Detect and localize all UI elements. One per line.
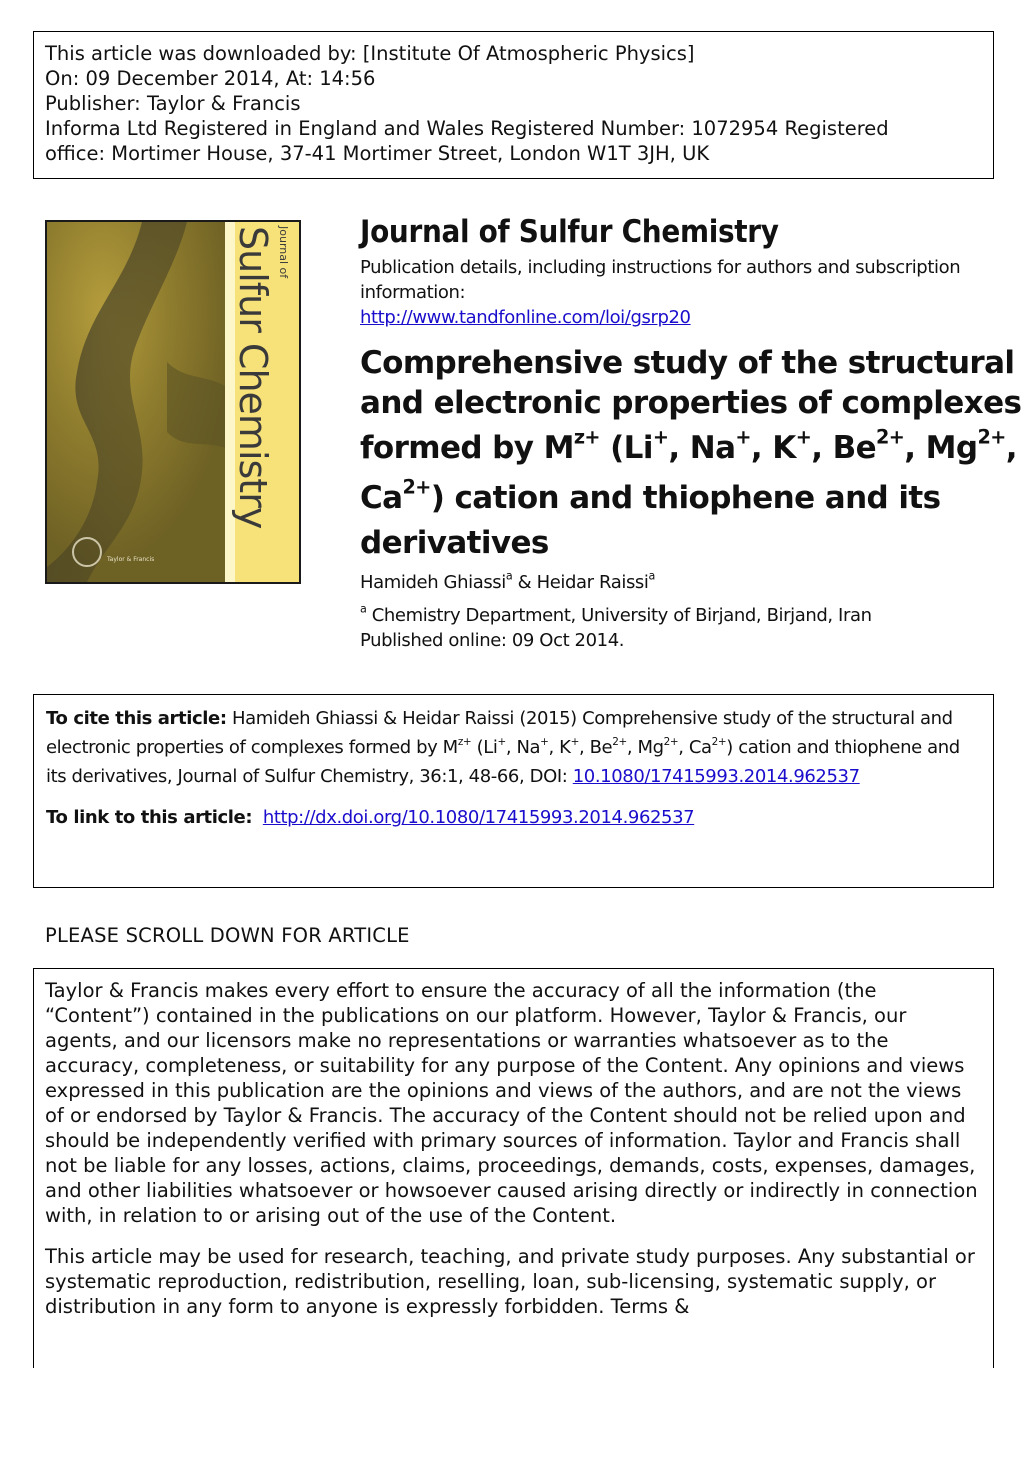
cite-ca: , Ca (678, 737, 712, 758)
title-sup-mg: 2+ (977, 425, 1006, 449)
cite-sup-be: 2+ (612, 736, 627, 749)
title-line-5: derivatives (360, 525, 549, 561)
affiliation-mark: a (360, 602, 367, 616)
download-notice-box (33, 31, 994, 179)
cite-sup-li: + (497, 736, 506, 749)
title-sup-k: + (795, 425, 812, 449)
cover-vertical-title (226, 226, 290, 576)
title-sup-z: z+ (573, 425, 600, 449)
journal-title: Journal of Sulfur Chemistry (360, 214, 779, 250)
published-online: Published online: 09 Oct 2014. (360, 630, 625, 651)
title-k: , K (750, 430, 796, 466)
disclaimer-paragraph-2: This article may be used for research, teaching, and private study purposes. Any substantial or systematic reproduction, redistribution, reselling, loan, sub-licensing, systematic supply, or distribution in any form to anyone is expressly forbidden. Terms & (45, 1245, 975, 1318)
author-2-affil-mark: a (648, 569, 655, 583)
title-li: (Li (599, 430, 653, 466)
cite-sup-ca: 2+ (711, 736, 727, 749)
title-ca: Ca (360, 480, 403, 516)
publication-details (360, 255, 980, 330)
cite-sup-na: + (540, 736, 549, 749)
journal-cover-image (45, 220, 301, 584)
download-line-4: Informa Ltd Registered in England and Wales Registered Number: 1072954 Registered (45, 117, 889, 140)
citation-box (33, 694, 994, 888)
cover-sulfur-chemistry: Sulfur Chemistry (231, 226, 275, 529)
download-line-5: office: Mortimer House, 37-41 Mortimer Street, London W1T 3JH, UK (45, 142, 710, 165)
title-mg: , Mg (904, 430, 978, 466)
cite-label: To cite this article: (46, 708, 227, 729)
download-line-3: Publisher: Taylor & Francis (45, 92, 301, 115)
cite-li: (Li (471, 737, 498, 758)
cite-sup-z: z+ (457, 736, 472, 749)
disclaimer-paragraph-1: Taylor & Francis makes every effort to ensure the accuracy of all the information (the “Content”) contained in the publications on our platform. However, Taylor & Francis, our agents, and our licensors make no representations or warranties whatsoever as to the accuracy, completeness, or suitability for any purpose of the Content. Any opinions and views expressed in this publication are the opinions and views of the authors, and are not the views of or endorsed by Taylor & Francis. The accuracy of the Content should not be relied upon and should be independently verified with primary sources of information. Taylor and Francis shall not be liable for any losses, actions, claims, proceedings, demands, costs, expenses, damages, and other liabilities whatsoever or howsoever caused arising directly or indirectly in connection with, in relation to or arising out of the use of the Content. (45, 979, 978, 1227)
author-2: & Heidar Raissi (512, 572, 649, 593)
cite-sup-k: + (570, 736, 579, 749)
title-sup-ca: 2+ (402, 475, 431, 499)
authors (360, 570, 655, 595)
publication-details-text: Publication details, including instructions for authors and subscription information: (360, 257, 961, 303)
cite-paragraph (46, 704, 981, 791)
doi-link[interactable]: 10.1080/17415993.2014.962537 (572, 766, 860, 787)
title-line-4 (360, 473, 1000, 523)
author-1-affil-mark: a (505, 569, 513, 583)
cite-k: , K (548, 737, 571, 758)
link-label: To link to this article: (46, 807, 253, 828)
title-line-2: and electronic properties of complexes (360, 385, 1022, 421)
title-na: , Na (668, 430, 736, 466)
affiliation-text: Chemistry Department, University of Birjand, Birjand, Iran (366, 605, 872, 626)
title-sup-na: + (735, 425, 751, 449)
cover-journal-of: Journal of (277, 226, 290, 279)
title-be: , Be (811, 430, 877, 466)
title-formed-by: formed by M (360, 430, 574, 466)
cite-sup-mg: 2+ (663, 736, 679, 749)
title-line-1: Comprehensive study of the structural (360, 345, 1015, 381)
cover-brand: Taylor & Francis (107, 556, 155, 563)
article-title (360, 343, 1022, 563)
cite-na: , Na (505, 737, 541, 758)
title-sup-li: + (652, 425, 669, 449)
title-line-3 (360, 423, 1017, 473)
title-comma: , (1005, 430, 1017, 466)
download-line-1: This article was downloaded by: [Institute Of Atmospheric Physics] (45, 42, 695, 65)
cite-tail: ) cation and thiophene and its derivatives, Journal of Sulfur Chemistry, 36:1, 48-66, DOI: (46, 737, 960, 787)
article-link[interactable]: http://dx.doi.org/10.1080/17415993.2014.962537 (262, 807, 695, 828)
disclaimer-box (33, 968, 994, 1368)
link-row (46, 807, 981, 828)
download-line-2: On: 09 December 2014, At: 14:56 (45, 67, 376, 90)
cite-text: Hamideh Ghiassi & Heidar Raissi (2015) Comprehensive study of the structural and electronic properties of complexes formed by M (46, 708, 953, 758)
author-1: Hamideh Ghiassi (360, 572, 506, 593)
journal-url-link[interactable]: http://www.tandfonline.com/loi/gsrp20 (360, 307, 691, 328)
scroll-down-note: PLEASE SCROLL DOWN FOR ARTICLE (45, 924, 410, 947)
affiliation (360, 603, 872, 628)
title-sup-be: 2+ (876, 425, 905, 449)
title-tail: ) cation and thiophene and its (430, 480, 941, 516)
cite-mg: , Mg (626, 737, 664, 758)
cite-be: , Be (578, 737, 613, 758)
